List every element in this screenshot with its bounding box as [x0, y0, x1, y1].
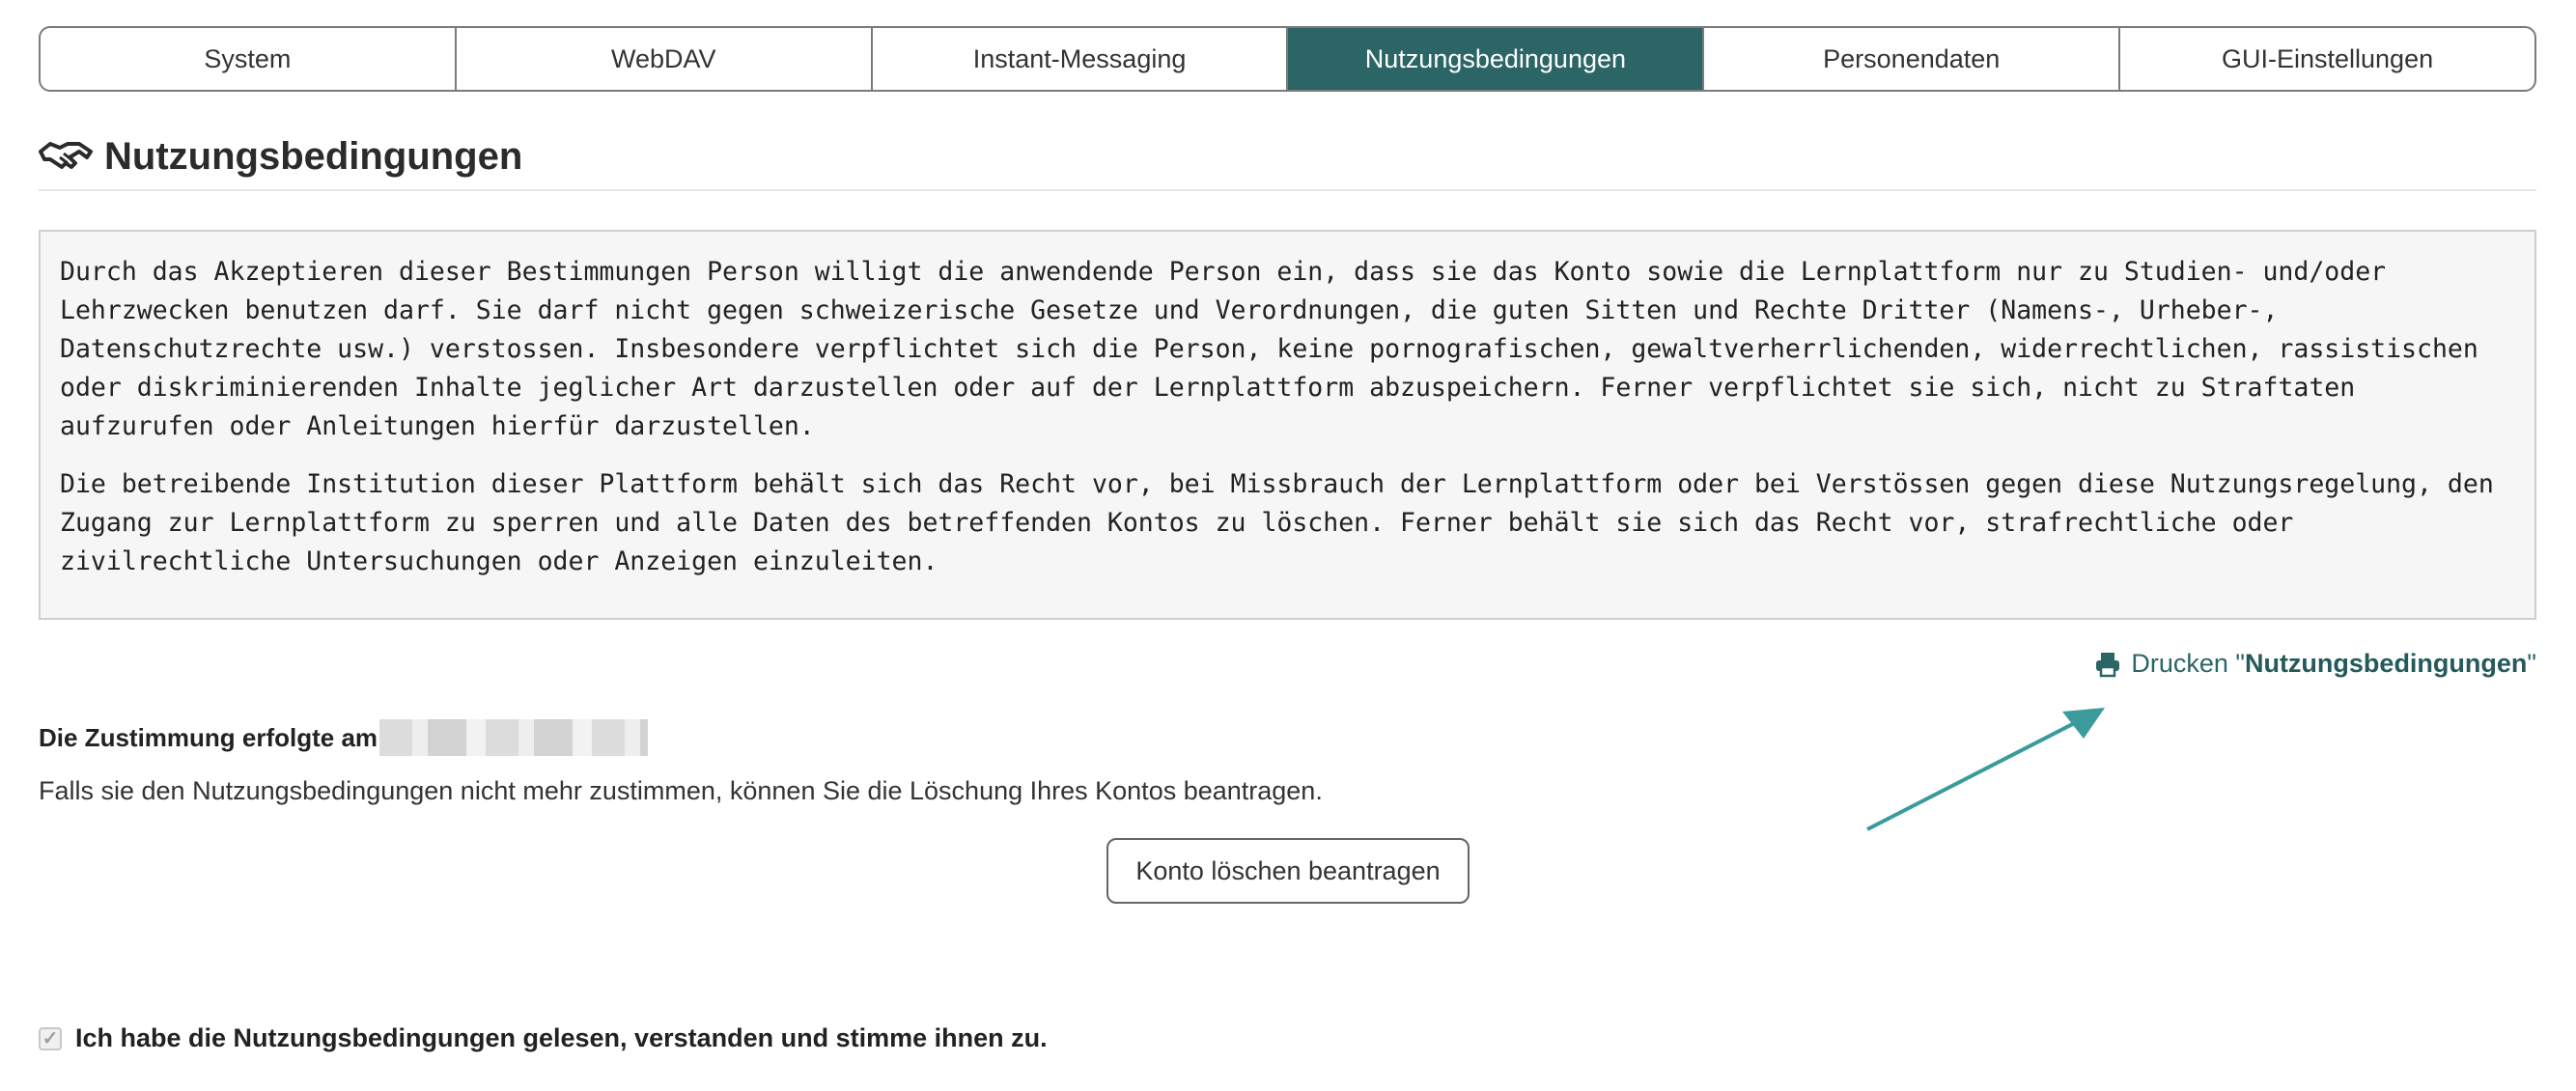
page-title-row: [39, 135, 522, 179]
agreement-checkbox[interactable]: ✓: [39, 1027, 62, 1050]
print-link-name: Nutzungsbedingungen: [2244, 649, 2528, 678]
tab-webdav[interactable]: WebDAV: [457, 28, 873, 90]
annotation-arrow: [1863, 700, 2114, 835]
terms-paragraph: Durch das Akzeptieren dieser Bestimmungen Person willigt die anwendende Person ein, dass sie das Konto sowie die Lernplattform nur zu Studien- und/oder Lehrzwecken benutzen darf. Sie darf nicht gegen schweizerische Gesetze und Verordnungen, die guten Sitten und Rechte Dritter (Namens-, Urheber-, Datenschutzrechte usw.) verstossen. Insbesondere verpflichtet sich die Person, keine pornografischen, gewaltverherrlichenden, widerrechtlichen, rassistischen oder diskriminierenden Inhalte jeglicher Art darzustellen oder auf der Lernplattform abzuspeichern. Ferner verpflichtet sie sich, nicht zu Straftaten aufzurufen oder Anleitungen hierfür darzustellen.: [60, 257, 2478, 441]
page-title: Nutzungsbedingungen: [104, 135, 523, 178]
deletion-info-text: Falls sie den Nutzungsbedingungen nicht mehr zustimmen, können Sie die Löschung Ihres Kontos beantragen.: [39, 776, 1323, 805]
title-divider: [39, 189, 2536, 191]
print-terms-link[interactable]: [2094, 649, 2536, 679]
agreement-label: Ich habe die Nutzungsbedingungen gelesen, verstanden und stimme ihnen zu.: [75, 1023, 1048, 1052]
agreement-row: [39, 1023, 1048, 1053]
consent-label: Die Zustimmung erfolgte am: [39, 722, 378, 752]
tab-instant-messaging[interactable]: Instant-Messaging: [873, 28, 1289, 90]
handshake-icon: [39, 138, 93, 177]
tab-personendaten[interactable]: Personendaten: [1704, 28, 2120, 90]
printer-icon: [2094, 651, 2121, 678]
terms-paragraph: Die betreibende Institution dieser Plattform behält sich das Recht vor, bei Missbrauch der Lernplattform oder bei Verstössen gegen diese Nutzungsregelung, den Zugang zur Lernplattform zu sperren und alle Daten des betreffenden Kontos zu löschen. Ferner behält sie sich das Recht vor, strafrechtliche oder zivilrechtliche Untersuchungen oder Anzeigen einzuleiten.: [60, 469, 2494, 576]
redacted-date: [379, 719, 648, 756]
tab-system[interactable]: System: [41, 28, 457, 90]
tab-nutzungsbedingungen[interactable]: Nutzungsbedingungen: [1288, 28, 1704, 90]
terms-text-box: [39, 230, 2536, 620]
tab-gui-einstellungen[interactable]: GUI-Einstellungen: [2221, 43, 2434, 73]
print-link-suffix: ": [2527, 649, 2536, 678]
request-account-deletion-button[interactable]: Konto löschen beantragen: [1106, 838, 1470, 904]
tab-bar: [39, 26, 2536, 92]
print-link-prefix: Drucken ": [2131, 649, 2245, 678]
consent-date-row: [39, 719, 648, 756]
